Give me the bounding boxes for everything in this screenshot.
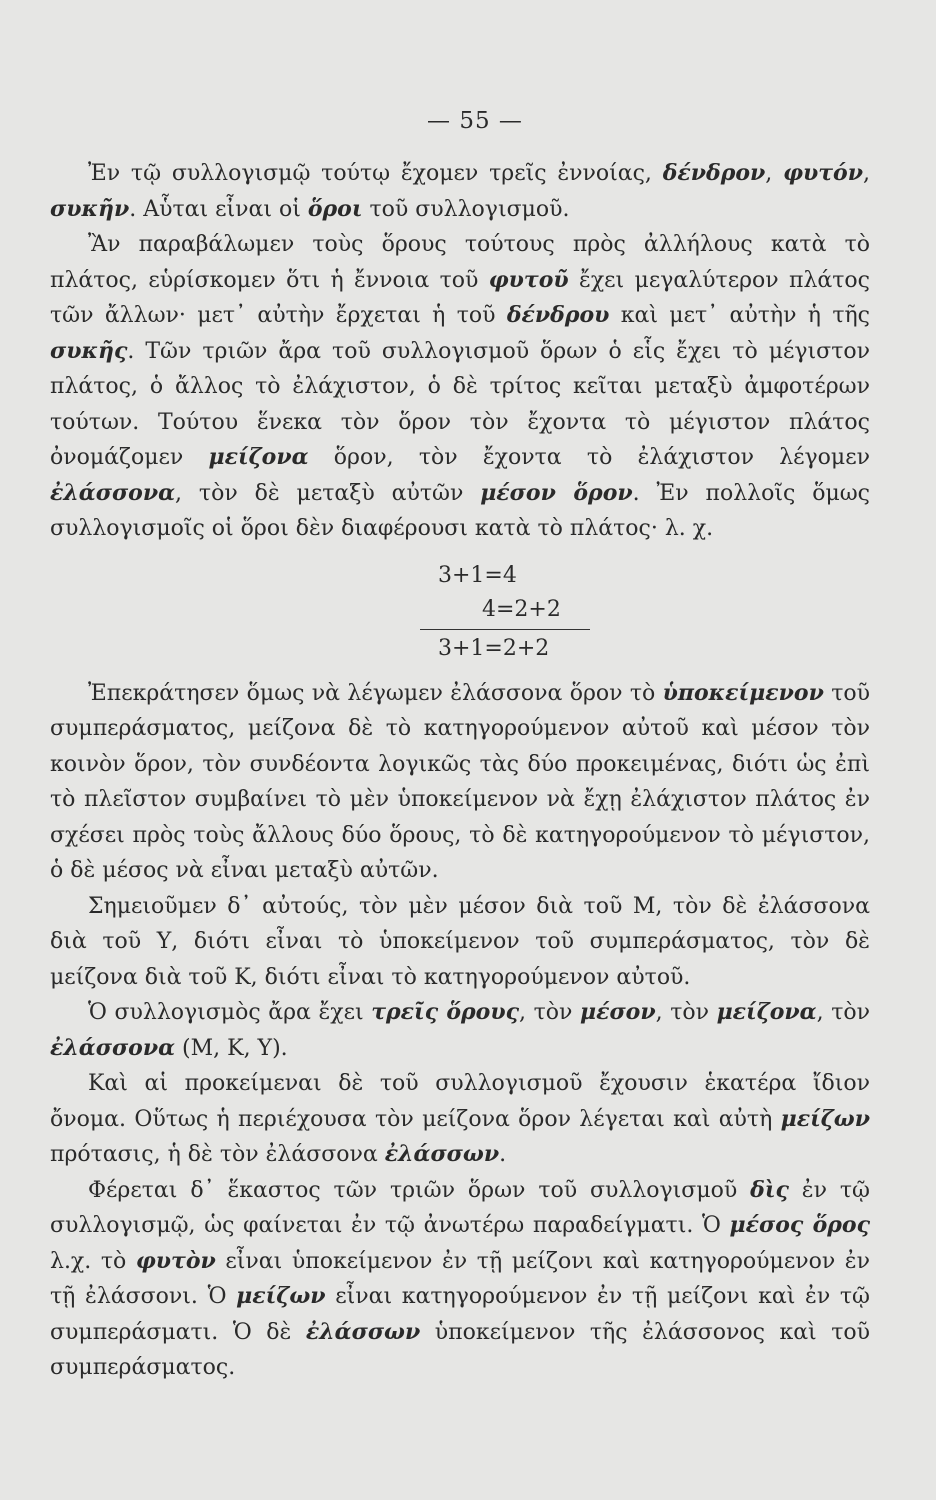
text-run: τοῦ συλλογισμοῦ.	[362, 196, 570, 222]
text-run: ,	[862, 161, 870, 186]
text-run: καὶ μετ᾽ αὐτὴν ἡ τῆς	[609, 303, 870, 328]
emphasized-term: φυτοῦ	[488, 266, 569, 293]
emphasized-term: μέσος ὅρος	[729, 1212, 870, 1238]
text-run: Σημειοῦμεν δ᾽ αὐτούς, τὸν μὲν μέσον διὰ τοῦ Μ, τὸν δὲ ἐλάσσονα διὰ τοῦ Υ, διότι εἶναι τὸ ὑποκείμενον τοῦ συμπεράσματος, τὸν δὲ μείζονα διὰ τοῦ Κ, διότι εἶναι τὸ κατηγορούμενον αὐτοῦ.	[50, 893, 870, 990]
formula-line-1: 3+1=4	[438, 562, 517, 588]
text-run: , τὸν	[655, 1000, 717, 1025]
text-run: Καὶ αἱ προκείμεναι δὲ τοῦ συλλογισμοῦ ἔχουσιν ἑκατέρα ἴδιον ὄνομα. Οὕτως ἡ περιέχουσα τὸν μείζονα ὅρον λέγεται καὶ αὐτὴ	[50, 1071, 870, 1132]
text-run: Ἂν παραβάλωμεν τοὺς ὅρους τούτους πρὸς ἀλλήλους κατὰ τὸ πλάτος, εὑρίσκομεν ὅτι ἡ ἔννοια τοῦ	[50, 232, 870, 293]
text-run: εἶναι κατηγορούμενον ἐν τῇ μείζονι καὶ ἐν τῷ συμπεράσματι. Ὁ δὲ	[50, 1284, 870, 1345]
text-run: , τὸν	[519, 1000, 580, 1025]
arithmetic-example	[420, 559, 610, 666]
paragraph-1	[50, 156, 870, 227]
text-run: εἶναι ὑποκείμενον ἐν τῇ μείζονι καὶ κατηγορούμενον ἐν τῇ ἐλάσσονι. Ὁ	[50, 1248, 870, 1309]
text-run: . Αὗται εἶναι οἱ	[129, 196, 308, 222]
text-run: .	[499, 1142, 507, 1167]
emphasized-term: δὶς	[750, 1176, 789, 1203]
emphasized-term: μείζονα	[716, 999, 817, 1025]
text-run: Ἐπεκράτησεν ὅμως νὰ λέγωμεν ἐλάσσονα ὅρον τὸ	[88, 680, 663, 706]
text-run: Φέρεται δ᾽ ἕκαστος τῶν τριῶν ὅρων τοῦ συλλογισμοῦ	[88, 1177, 751, 1203]
emphasized-term: μέσον ὅρον	[480, 479, 633, 506]
emphasized-term: μείζονα	[208, 444, 309, 470]
text-run: πρότασις, ἡ δὲ τὸν ἐλάσσονα	[50, 1142, 385, 1167]
emphasized-term: συκῆς	[50, 337, 128, 364]
paragraph-7	[50, 1173, 870, 1386]
emphasized-term: ἐλάσσονα	[50, 479, 176, 506]
text-run: ὅρον, τὸν ἔχοντα τὸ ἐλάχιστον λέγομεν	[308, 445, 871, 470]
paragraph-3	[50, 676, 870, 889]
paragraph-5	[50, 995, 870, 1066]
text-run: . Τῶν τριῶν ἄρα τοῦ συλλογισμοῦ ὅρων ὁ εἷς ἔχει τὸ μέγιστον πλάτος, ὁ ἄλλος τὸ ἐλάχιστον, ὁ δὲ τρίτος κεῖται μεταξὺ ἀμφοτέρων τούτων. Τούτου ἕνεκα τὸν ὅρον τὸν ἔχοντα τὸ μέγιστον πλάτος ὀνομάζομεν	[50, 338, 870, 470]
page-number: — 55 —	[427, 108, 523, 134]
text-run: ὑποκείμενον τῆς ἐλάσσονος καὶ τοῦ συμπεράσματος.	[50, 1319, 871, 1380]
text-run: ,	[765, 161, 784, 186]
text-run: ἔχει μεγαλύτερον πλάτος τῶν ἄλλων· μετ᾽ αὐτὴν ἔρχεται ἡ τοῦ	[50, 267, 870, 328]
emphasized-term: ἐλάσσων	[305, 1318, 421, 1345]
emphasized-term: μείζων	[780, 1105, 870, 1132]
paragraph-6	[50, 1066, 870, 1173]
text-run: ἐν τῷ συλλογισμῷ, ὡς φαίνεται ἐν τῷ ἀνωτέρω παραδείγματι. Ὁ	[50, 1177, 870, 1238]
emphasized-term: φυτόν	[783, 160, 863, 186]
emphasized-term: φυτὸν	[135, 1247, 216, 1274]
formula-rule	[420, 629, 590, 630]
emphasized-term: ὑποκείμενον	[662, 679, 824, 706]
emphasized-term: δένδρου	[506, 302, 610, 328]
paragraph-4	[50, 889, 870, 996]
formula-line-3: 3+1=2+2	[438, 635, 550, 661]
emphasized-term: συκῆν	[50, 195, 130, 222]
paragraph-2	[50, 227, 870, 547]
emphasized-term: ἐλάσσονα	[50, 1034, 176, 1061]
emphasized-term: ὅροι	[307, 195, 363, 222]
emphasized-term: δένδρον	[662, 160, 766, 186]
text-run: Ἐν τῷ συλλογισμῷ τούτῳ ἔχομεν τρεῖς ἐννοίας,	[88, 161, 663, 186]
text-run: λ.χ. τὸ	[50, 1248, 136, 1274]
text-run: , τὸν	[816, 1000, 870, 1025]
text-run: , τὸν δὲ μεταξὺ αὐτῶν	[175, 480, 481, 506]
emphasized-term: τρεῖς ὅρους	[371, 999, 519, 1025]
text-run: . Ἐν πολλοῖς ὅμως συλλογισμοῖς οἱ ὅροι δὲν διαφέρουσι κατὰ τὸ πλάτος· λ. χ.	[50, 480, 870, 541]
text-run: (Μ, Κ, Υ).	[175, 1035, 288, 1061]
text-run: Ὁ συλλογισμὸς ἄρα ἔχει	[88, 1000, 372, 1025]
text-run: τοῦ συμπεράσματος, μείζονα δὲ τὸ κατηγορούμενον αὐτοῦ καὶ μέσον τὸν κοινὸν ὅρον, τὸν συνδέοντα λογικῶς τὰς δύο προκειμένας, διότι ὡς ἐπὶ τὸ πλεῖστον συμβαίνει τὸ μὲν ὑποκείμενον νὰ ἔχῃ ἐλάχιστον πλάτος ἐν σχέσει πρὸς τοὺς ἄλλους δύο ὅρους, τὸ δὲ κατηγορούμενον τὸ μέγιστον, ὁ δὲ μέσος νὰ εἶναι μεταξὺ αὐτῶν.	[50, 680, 870, 883]
emphasized-term: ἐλάσσων	[384, 1141, 500, 1167]
emphasized-term: μέσον	[579, 999, 656, 1025]
emphasized-term: μείζων	[236, 1283, 326, 1309]
formula-line-2: 4=2+2	[482, 596, 561, 622]
